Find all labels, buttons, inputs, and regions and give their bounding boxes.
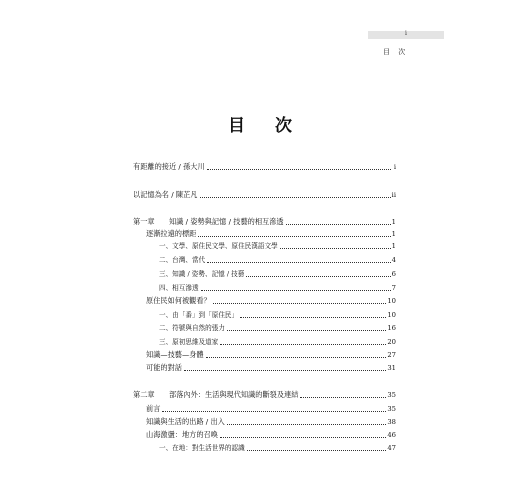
toc-entry-title: 有距離的接近 / 孫大川 [133,162,205,171]
toc-chapter-1[interactable] [133,216,396,228]
toc-entry-title: 可能的對話 [146,363,182,372]
dot-leader [247,449,387,451]
toc-entry-title: 知識 / 姿勢與記憶 / 技藝的相互滲透 [169,217,284,226]
toc-entry-page: 35 [387,391,396,399]
toc-entry-title: 一、文學、原住民文學、原住民漢語文學 [159,242,278,250]
toc-entry-page: 38 [387,418,396,426]
dot-leader [240,316,386,318]
dot-leader [206,356,387,358]
dot-leader [184,369,386,371]
toc-entry-title: 山海激盪：地方的召喚 [146,430,218,439]
dot-leader [280,247,391,249]
dot-leader [207,261,391,263]
dot-leader [200,196,391,198]
dot-leader [246,275,390,277]
toc-entry-preface-1[interactable] [133,161,396,173]
dot-leader [300,396,386,398]
dot-leader [213,302,387,304]
dot-leader [227,329,386,331]
dot-leader [220,436,386,438]
toc-entry-title: 二、台灣、當代 [159,256,206,264]
toc-entry-page: 4 [391,256,396,264]
running-header-page-number: i [405,30,407,37]
dot-leader [207,168,391,170]
toc-entry-title: 一、在地：對生活世界的認識 [159,444,245,452]
toc-subsection[interactable] [159,282,396,294]
toc-entry-title: 逐漸拉遠的標距 [146,229,197,238]
toc-entry-page: 27 [387,351,396,359]
toc-entry-title: 知識—技藝—身體 [146,350,204,359]
dot-leader [286,223,391,225]
toc-section[interactable] [146,295,396,307]
toc-entry-title: 三、知識 / 姿勢、記憶 / 技藝 [159,270,245,278]
dot-leader [227,423,386,425]
toc-entry-title: 前言 [146,404,161,413]
toc-entry-page: 10 [387,311,396,319]
toc-entry-page: 1 [391,242,396,250]
toc-entry-page: 1 [391,230,396,238]
toc-subsection[interactable] [159,442,396,454]
toc-entry-title: 部落內外：生活與現代知識的斷裂及連結 [169,390,299,399]
toc-entry-page: 6 [391,270,396,278]
toc-section[interactable] [146,429,396,441]
dot-leader [220,343,386,345]
toc-subsection[interactable] [159,240,396,252]
toc-entry-page: 46 [387,431,396,439]
toc-section[interactable] [146,228,396,240]
toc-section[interactable] [146,349,396,361]
toc-entry-preface-2[interactable] [133,189,396,201]
page-title: 目 次 [228,116,304,136]
toc-entry-page: i [393,163,396,171]
dot-leader [198,235,390,237]
toc-entry-page: 16 [387,324,396,332]
dot-leader [201,289,391,291]
toc-section[interactable] [146,403,396,415]
toc-entry-page: 35 [387,405,396,413]
toc-entry-page: 10 [387,297,396,305]
toc-subsection[interactable] [159,336,396,348]
toc-subsection[interactable] [159,254,396,266]
toc-section[interactable] [146,362,396,374]
toc-entry-page: 7 [391,284,396,292]
toc-entry-page: 31 [387,364,396,372]
toc-chapter-2[interactable] [133,389,396,401]
toc-entry-page: 47 [387,444,396,452]
toc-entry-title: 二、符號與自然的張力 [159,324,225,332]
toc-entry-title: 原住民如何被觀看？ [146,296,211,305]
toc-subsection[interactable] [159,309,396,321]
toc-subsection[interactable] [159,268,396,280]
toc-entry-page: ii [391,191,396,199]
toc-entry-title: 三、原初思維及道家 [159,338,219,346]
toc-entry-title: 四、相互滲透 [159,284,199,292]
toc-entry-title: 知識與生活的出路 / 出入 [146,417,225,426]
chapter-label: 第一章 [133,217,155,226]
chapter-label: 第二章 [133,390,155,399]
toc-entry-title: 一、由「番」到「原住民」 [159,311,239,319]
toc-entry-title: 以記憶為名 / 陳芷凡 [133,190,198,199]
dot-leader [162,410,386,412]
running-header-title: 目 次 [383,48,409,56]
toc-entry-page: 20 [387,338,396,346]
toc-entry-page: 1 [391,218,396,226]
toc-subsection[interactable] [159,322,396,334]
toc-section[interactable] [146,416,396,428]
